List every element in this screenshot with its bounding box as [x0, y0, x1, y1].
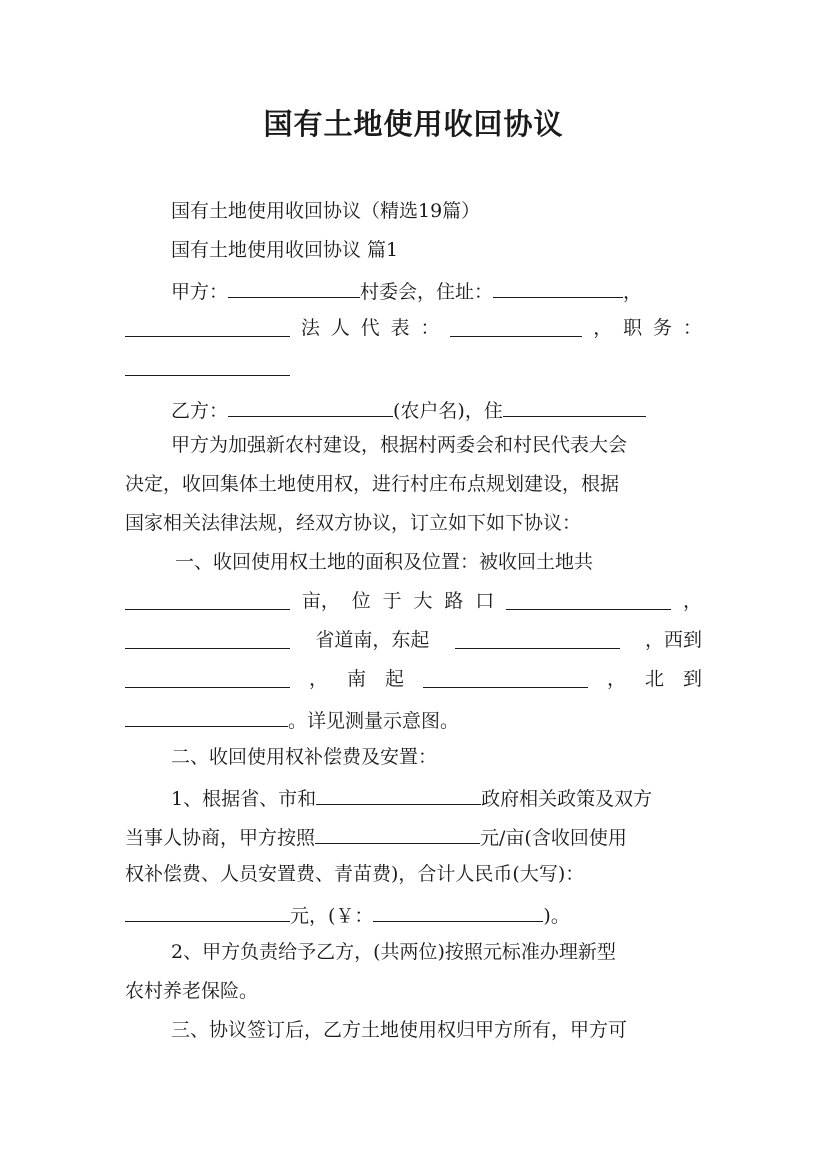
char: 大	[413, 590, 433, 612]
char: ：	[682, 317, 702, 339]
section-2-item-2-line: 农村养老保险。	[125, 980, 259, 1002]
char: 到	[682, 668, 702, 690]
blank-east[interactable]	[455, 628, 620, 649]
party-a-label: 甲方：	[171, 281, 229, 303]
chapter-heading: 国有土地使用收回协议 篇1	[171, 239, 399, 261]
blank-amount-words[interactable]	[125, 901, 290, 922]
char: 南	[346, 668, 366, 690]
char: 代	[360, 317, 380, 339]
blank-price[interactable]	[315, 823, 480, 844]
text: 元，(￥：	[290, 905, 374, 927]
char: 表	[390, 317, 410, 339]
section-1-line: 一、收回使用权土地的面积及位置：被收回土地共	[175, 551, 594, 573]
section-1-location-line	[125, 589, 702, 615]
party-b-household-label: (农户名)，住	[393, 400, 503, 422]
party-a-line	[171, 277, 702, 303]
blank-road-cont[interactable]	[125, 628, 290, 649]
section-1-east-line	[125, 628, 702, 654]
blank-west[interactable]	[125, 667, 290, 688]
section-2-item-1-line	[125, 901, 702, 927]
char: 亩，	[301, 590, 340, 612]
party-b-line	[171, 396, 702, 422]
blank-village[interactable]	[228, 277, 360, 298]
char: 位	[351, 590, 371, 612]
char: 路	[444, 590, 464, 612]
blank-address[interactable]	[493, 277, 623, 298]
blank-area[interactable]	[125, 589, 290, 610]
blank-county[interactable]	[316, 784, 481, 805]
party-b-label: 乙方：	[171, 400, 229, 422]
paragraph-line: 国家相关法律法规，经双方协议，订立如下如下协议：	[125, 512, 582, 534]
char: 职	[623, 317, 643, 339]
blank-address-cont[interactable]	[125, 316, 290, 337]
char: 口	[475, 590, 495, 612]
section-2-item-2-line: 2、甲方负责给予乙方，(共两位)按照元标准办理新型	[171, 941, 616, 963]
document-title: 国有土地使用收回协议	[263, 107, 564, 141]
position-line	[125, 355, 702, 381]
subtitle: 国有土地使用收回协议（精选19篇）	[171, 200, 481, 222]
char: 务	[652, 317, 672, 339]
text: )。	[543, 905, 570, 927]
paragraph-line: 决定，收回集体土地使用权，进行村庄布点规划建设，根据	[125, 473, 620, 495]
blank-south[interactable]	[423, 667, 588, 688]
char: ，	[593, 317, 613, 339]
char: 于	[382, 590, 402, 612]
text: 1、根据省、市和	[171, 788, 317, 810]
comma: ，	[623, 281, 643, 303]
paragraph-line: 甲方为加强新农村建设，根据村两委会和村民代表大会	[171, 434, 628, 456]
char: 法	[300, 317, 320, 339]
char: ，	[682, 590, 702, 612]
blank-party-b[interactable]	[228, 396, 393, 417]
blank-position[interactable]	[125, 355, 290, 376]
blank-residence[interactable]	[503, 396, 646, 417]
char: ，	[606, 668, 626, 690]
text: 省道南，东起	[315, 629, 430, 651]
char: 北	[644, 668, 664, 690]
text: 政府相关政策及双方	[481, 788, 653, 810]
party-a-village-label: 村委会，住址：	[360, 281, 494, 303]
legal-rep-line	[125, 316, 702, 342]
text: 元/亩(含收回使用	[480, 827, 627, 849]
section-2-item-1-line	[171, 784, 702, 810]
section-2-item-1-line	[125, 823, 702, 849]
blank-road[interactable]	[506, 589, 671, 610]
section-1-north-line	[125, 706, 702, 732]
blank-north[interactable]	[125, 706, 288, 727]
section-1-south-line	[125, 667, 702, 693]
section-2-item-1-line: 权补偿费、人员安置费、青苗费)，合计人民币(大写)：	[125, 863, 585, 885]
text: 当事人协商，甲方按照	[125, 827, 316, 849]
char: 起	[384, 668, 404, 690]
section-3-line: 三、协议签订后，乙方土地使用权归甲方所有，甲方可	[171, 1019, 628, 1041]
blank-legal-rep[interactable]	[450, 316, 582, 337]
text: 。详见测量示意图。	[288, 710, 460, 732]
char: 人	[330, 317, 350, 339]
section-2-title: 二、收回使用权补偿费及安置：	[171, 746, 438, 768]
char: ，	[308, 668, 328, 690]
char: ：	[420, 317, 440, 339]
text: ，西到	[644, 629, 702, 651]
blank-amount-number[interactable]	[373, 901, 543, 922]
